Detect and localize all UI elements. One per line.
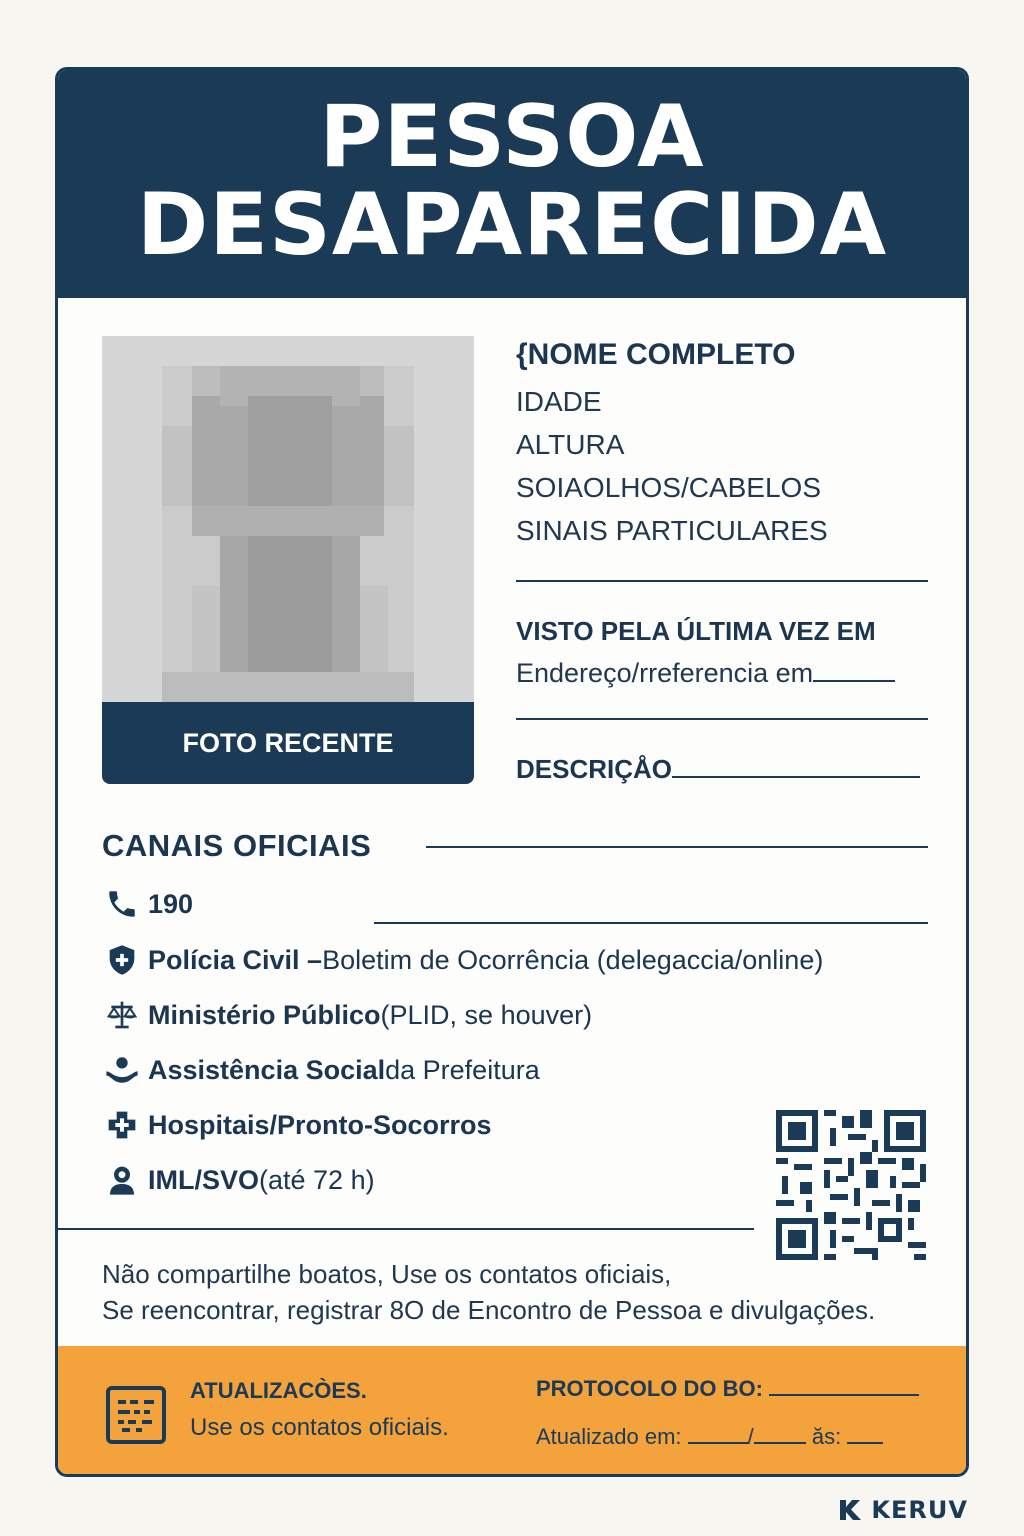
shield-icon [102, 940, 142, 980]
ministerio-publico-label: Ministério Público [148, 999, 381, 1030]
person-icon [102, 1160, 142, 1200]
photo-frame [102, 336, 474, 784]
photo-caption: FOTO RECENTE [102, 702, 474, 784]
full-name-field: {NOME COMPLETO [516, 338, 796, 371]
safety-note [102, 1256, 875, 1328]
description-label-text: DESCRIÇÅO [516, 754, 673, 784]
channel-190-label: 190 [148, 888, 194, 919]
iml-svo-detail: (até 72 h) [259, 1164, 375, 1195]
pixelated-silhouette-image [102, 336, 474, 702]
note-line-2: Se reencontrar, registrar 8O de Encontro de Pessoa e divulgações. [102, 1295, 876, 1325]
updates-heading: ATUALIZACÒES. [190, 1378, 367, 1403]
last-seen-address-label: Endereço/rreferencia em [516, 658, 814, 688]
channel-item-policia-civil [102, 940, 823, 980]
time-label: ăs: [811, 1424, 842, 1449]
qr-code[interactable] [776, 1110, 926, 1260]
fill-in-line [847, 1442, 883, 1444]
brand-logo [840, 1496, 968, 1524]
divider [516, 718, 928, 720]
divider [58, 1228, 754, 1230]
updates-text: Use os contatos oficiais. [190, 1414, 449, 1441]
fill-in-line [813, 680, 895, 682]
updated-at-field [536, 1424, 883, 1450]
channel-item-hospitais [102, 1105, 492, 1145]
hands-icon [102, 1050, 142, 1090]
date-separator: / [747, 1424, 754, 1449]
ministerio-publico-detail: (PLID, se houver) [380, 999, 593, 1030]
phone-icon [102, 884, 142, 924]
channels-heading: CANAIS OFICIAIS [102, 828, 372, 863]
divider [374, 922, 928, 924]
poster-header [58, 70, 966, 298]
channel-item-190 [102, 884, 193, 924]
protocol-label: PROTOCOLO DO BO: [536, 1376, 763, 1401]
eyes-hair-field: SOIAOLHOS/CABELOS [516, 472, 821, 503]
channel-item-assistencia-social [102, 1050, 540, 1090]
channel-item-ministerio-publico [102, 995, 592, 1035]
divider [516, 580, 928, 582]
age-field: IDADE [516, 386, 602, 417]
medical-cross-icon [102, 1105, 142, 1145]
divider [426, 846, 928, 848]
distinguishing-marks-field: SINAIS PARTICULARES [516, 515, 828, 546]
scales-icon [102, 995, 142, 1035]
description-label [516, 754, 920, 785]
footer-bar [58, 1346, 966, 1477]
fill-in-line [672, 776, 920, 778]
calendar-grid-icon [106, 1386, 166, 1444]
last-seen-address [516, 658, 895, 689]
assistencia-social-detail: da Prefeitura [385, 1054, 540, 1085]
pixelated-portrait [102, 336, 474, 702]
note-line-1: Não compartilhe boatos, Use os contatos oficiais, [102, 1259, 672, 1289]
brand-name: KERUV [871, 1496, 968, 1524]
updated-label: Atualizado em: [536, 1424, 682, 1449]
fill-in-line [754, 1442, 806, 1444]
missing-person-poster [55, 67, 969, 1477]
policia-civil-label: Polícia Civil – [148, 944, 323, 975]
policia-civil-detail: Boletim de Ocorrência (delegaccia/online) [322, 944, 824, 975]
fill-in-line [769, 1394, 919, 1396]
fill-in-line [688, 1442, 748, 1444]
assistencia-social-label: Assistência Social [148, 1054, 386, 1085]
channel-item-iml-svo [102, 1160, 375, 1200]
title-line-2: DESAPARECIDA [136, 175, 888, 275]
last-seen-heading: VISTO PELA ÚLTIMA VEZ EM [516, 616, 876, 646]
iml-svo-label: IML/SVO [148, 1164, 260, 1195]
height-field: ALTURA [516, 429, 625, 460]
title-line-1: PESSOA [319, 87, 705, 187]
protocol-field [536, 1376, 919, 1402]
k-logo-icon [840, 1500, 862, 1520]
hospitais-label: Hospitais/Pronto-Socorros [148, 1109, 492, 1140]
